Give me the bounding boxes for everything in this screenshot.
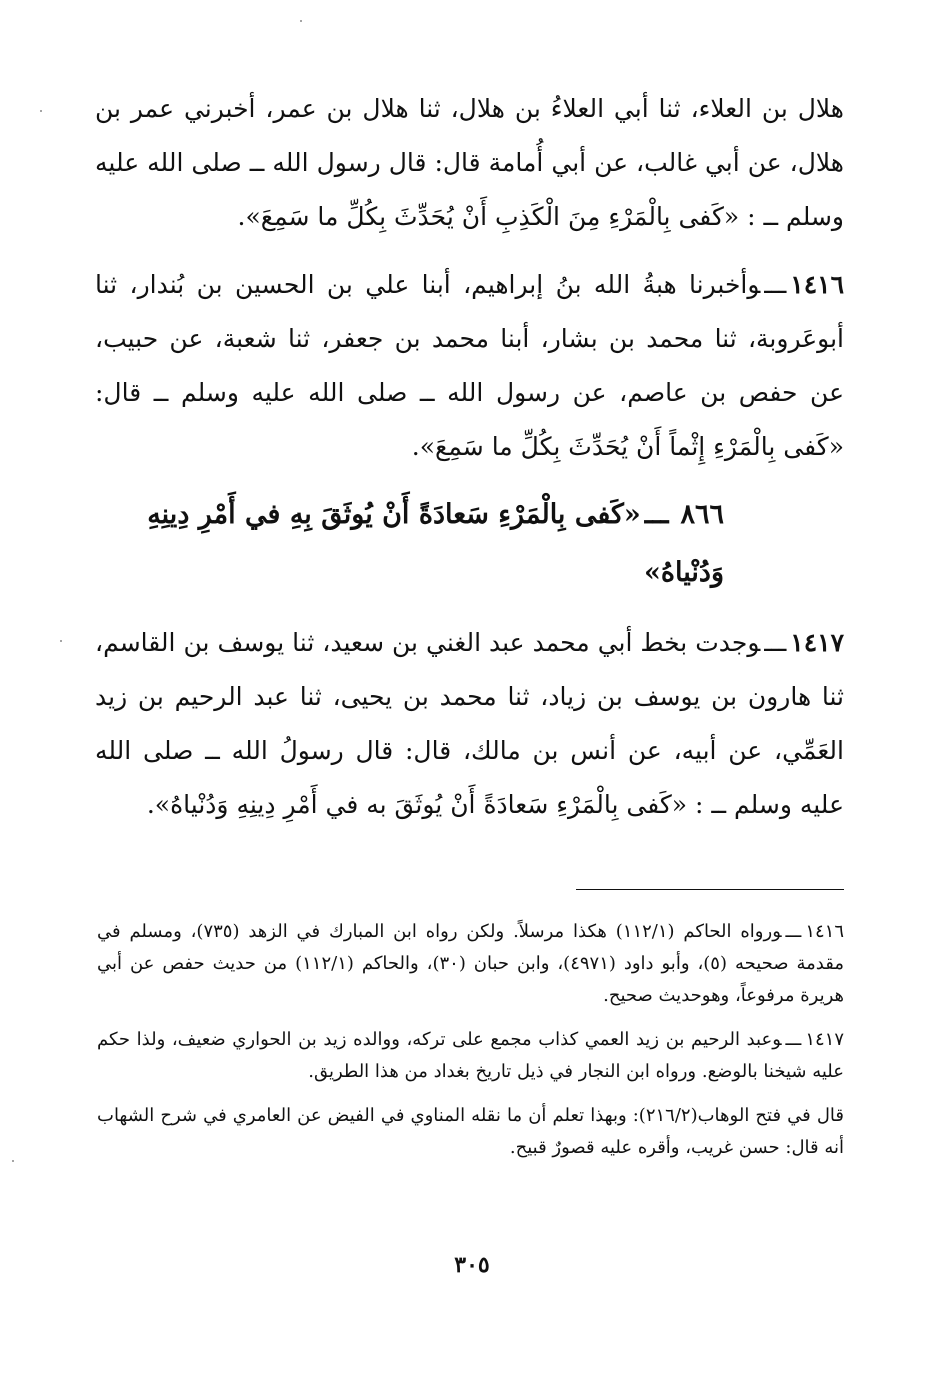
- footnote-text: قال في فتح الوهاب(٢١٦/٢): وبهذا تعلم أن ما نقله المناوي في الفيض عن العامري في شرح الشهاب أنه قال: حسن غريب، وأقره عليه قصورٌ قبيح.: [97, 1105, 844, 1158]
- hadith-number: ١٤١٦: [790, 270, 844, 299]
- hadith-1417: [95, 616, 844, 832]
- footnote-1416: [97, 916, 844, 1012]
- footnote-extra: [97, 1100, 844, 1164]
- footnote-1417: [97, 1024, 844, 1088]
- scan-speck: [300, 20, 302, 22]
- intro-paragraph: [95, 82, 844, 244]
- page-number: ٣٠٥: [454, 1252, 490, 1278]
- dash: ـــ: [785, 921, 802, 942]
- section-heading-866: [95, 486, 844, 602]
- footnote-separator: [576, 889, 844, 890]
- hadith-number: ١٤١٧: [790, 628, 844, 657]
- scan-speck: [60, 640, 62, 642]
- dash: ـــ: [764, 270, 787, 299]
- scan-speck: [40, 110, 42, 112]
- dash: ـــ: [764, 628, 787, 657]
- dash: ـــ: [644, 499, 669, 530]
- heading-number: ٨٦٦: [680, 499, 724, 530]
- main-text: [95, 82, 844, 832]
- hadith-text: وأخبرنا هبةُ الله بنُ إبراهيم، أبنا علي بن الحسين بن بُندار، ثنا أبوعَروبة، ثنا محمد بن بشار، أبنا محمد بن جعفر، ثنا شعبة، عن حبيب، عن حفص بن عاصم، عن رسول الله ــ صلى الله عليه وسلم ــ قال: «كَفى بِالْمَرْءِ إِثْماً أَنْ يُحَدِّثَ بِكُلِّ ما سَمِعَ».: [95, 270, 844, 461]
- hadith-1416: [95, 258, 844, 474]
- scan-speck: [12, 1160, 14, 1162]
- footnote-number: ١٤١٧: [805, 1029, 844, 1050]
- footnotes: [97, 916, 844, 1176]
- hadith-text: وجدت بخط أبي محمد عبد الغني بن سعيد، ثنا يوسف بن القاسم، ثنا هارون بن يوسف بن زياد، ثنا محمد بن يحيى، ثنا عبد الرحيم بن زيد العَمِّي، عن أبيه، عن أنس بن مالك، قال: قال رسولُ الله ــ صلى الله عليه وسلم ــ : «كَفى بِالْمَرْءِ سَعادَةً أَنْ يُوثَقَ به في أَمْرِ دِينِهِ وَدُنْياهُ».: [95, 628, 844, 819]
- footnote-text: ورواه الحاكم (١١٢/١) هكذا مرسلاً. ولكن رواه ابن المبارك في الزهد (٧٣٥)، ومسلم في مقدمة صحيحه (٥)، وأبو داود (٤٩٧١)، وابن حبان (٣٠)، والحاكم (١١٢/١) من حديث حفص عن أبي هريرة مرفوعاً، وهوحديث صحيح.: [97, 921, 844, 1006]
- intro-text: هلال بن العلاء، ثنا أبي العلاءُ بن هلال، ثنا هلال بن عمر، أخبرني عمر بن هلال، عن أبي غالب، عن أبي أُمامة قال: قال رسول الله ــ صلى الله عليه وسلم ــ : «كَفى بِالْمَرْءِ مِنَ الْكَذِبِ أَنْ يُحَدِّثَ بِكُلِّ ما سَمِعَ».: [95, 94, 844, 231]
- footnote-text: وعبد الرحيم بن زيد العمي كذاب مجمع على تركه، ووالده زيد بن الحواري ضعيف، ولذا حكم عليه شيخنا بالوضع. ورواه ابن النجار في ذيل تاريخ بغداد من هذا الطريق.: [97, 1029, 844, 1082]
- footnote-number: ١٤١٦: [805, 921, 844, 942]
- dash: ـــ: [785, 1029, 802, 1050]
- heading-text: «كَفى بِالْمَرْءِ سَعادَةً أَنْ يُوثَقَ بِهِ في أَمْرِ دِينِهِ وَدُنْياهُ»: [147, 499, 724, 588]
